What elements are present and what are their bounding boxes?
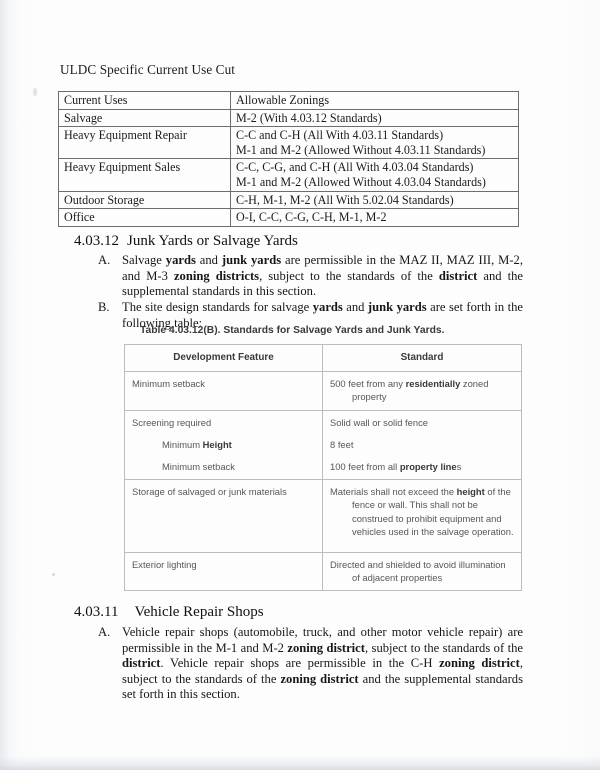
- cell-use: Outdoor Storage: [59, 191, 231, 209]
- cell-standard: Materials shall not exceed the height of the fence or wall. This shall not be construed to prohibit equipment and vehicles used in the salvage operation.: [323, 480, 522, 553]
- section-heading-4-03-11: [74, 604, 264, 621]
- paragraph-text: Vehicle repair shops (automobile, truck, and other motor vehicle repair) are permissible in the M-1 and M-2 zoning district, subject to the standards of the district. Vehicle repair shops are permissible in the C-H zoning district, subject to the standards of the zoning district and the supplemental standards set forth in this section.: [122, 625, 523, 702]
- table-row-header: [59, 92, 519, 110]
- list-letter: A.: [98, 625, 111, 639]
- cell-use: Heavy Equipment Repair: [59, 127, 231, 159]
- column-header-current-uses: Current Uses: [59, 92, 231, 110]
- zoning-line: M-2 (With 4.03.12 Standards): [236, 110, 382, 125]
- table-row: [59, 191, 519, 209]
- cell-feature: Exterior lighting: [125, 553, 323, 591]
- current-use-cut-body: [59, 92, 519, 227]
- column-header-allowable-zonings: Allowable Zonings: [231, 92, 519, 110]
- zoning-line: M-1 and M-2 (Allowed Without 4.03.11 Standards): [236, 142, 486, 157]
- page-title: ULDC Specific Current Use Cut: [60, 62, 236, 77]
- table-row-header: [125, 345, 522, 372]
- zoning-line: O-I, C-C, C-G, C-H, M-1, M-2: [236, 210, 387, 225]
- cell-use: Heavy Equipment Sales: [59, 159, 231, 191]
- cell-feature: Storage of salvaged or junk materials: [125, 480, 323, 553]
- cell-zonings: [231, 159, 519, 191]
- cell-standard: Directed and shielded to avoid illumination of adjacent properties: [323, 553, 522, 591]
- cell-feature: Screening required Minimum Height Minimum setback: [125, 410, 323, 480]
- zoning-line: C-C and C-H (All With 4.03.11 Standards): [236, 128, 444, 143]
- cell-zonings: [231, 127, 519, 159]
- paragraph-text: Salvage yards and junk yards are permissible in the MAZ II, MAZ III, M-2, and M-3 zoning districts, subject to the standards of the district and the supplemental standards in this section.: [122, 253, 524, 299]
- table-row: [125, 553, 522, 591]
- section-number: 4.03.12: [74, 233, 119, 249]
- section-title: Vehicle Repair Shops: [134, 604, 264, 620]
- section-number: 4.03.11: [74, 604, 119, 620]
- zoning-line: C-C, C-G, and C-H (All With 4.03.04 Standards): [236, 160, 474, 175]
- table-row: [59, 159, 519, 191]
- table-row: [125, 410, 522, 480]
- zoning-line: M-1 and M-2 (Allowed Without 4.03.04 Standards): [236, 174, 486, 189]
- scan-bottom-edge-shadow: [0, 756, 600, 770]
- paragraph-text: The site design standards for salvage yards and junk yards are set forth in the following table:: [122, 300, 524, 330]
- paragraph-4-03-12-a: [98, 253, 523, 300]
- zoning-line: C-H, M-1, M-2 (All With 5.02.04 Standards): [236, 192, 454, 207]
- list-letter: B.: [98, 300, 110, 314]
- cell-use: Salvage: [59, 109, 231, 127]
- paragraph-4-03-11-a: [98, 625, 523, 703]
- scan-speck: [33, 88, 37, 96]
- cell-feature: Minimum setback: [125, 372, 323, 410]
- section-title: Junk Yards or Salvage Yards: [127, 233, 298, 249]
- list-letter: A.: [98, 253, 111, 267]
- current-use-cut-table: [58, 91, 519, 227]
- table-row: [59, 127, 519, 159]
- cell-standard: Solid wall or solid fence 8 feet 100 feet from all property lines: [323, 410, 522, 480]
- cell-zonings: [231, 209, 519, 227]
- scan-left-edge-shadow: [0, 0, 10, 770]
- cell-zonings: [231, 109, 519, 127]
- column-header-development-feature: Development Feature: [125, 345, 323, 372]
- section-heading-4-03-12: [74, 233, 298, 250]
- standards-table: [124, 344, 522, 591]
- standards-table-body: [125, 372, 522, 591]
- scan-speck: [52, 573, 55, 576]
- table-row: [125, 480, 522, 553]
- column-header-standard: Standard: [323, 345, 522, 372]
- standards-table-caption: Table 4.03.12(B). Standards for Salvage Yards and Junk Yards.: [140, 325, 445, 336]
- cell-use: Office: [59, 209, 231, 227]
- standards-table-head: [125, 345, 522, 372]
- table-row: [59, 209, 519, 227]
- table-row: [125, 372, 522, 410]
- table-row: [59, 109, 519, 127]
- cell-zonings: [231, 191, 519, 209]
- cell-standard: 500 feet from any residentially zoned property: [323, 372, 522, 410]
